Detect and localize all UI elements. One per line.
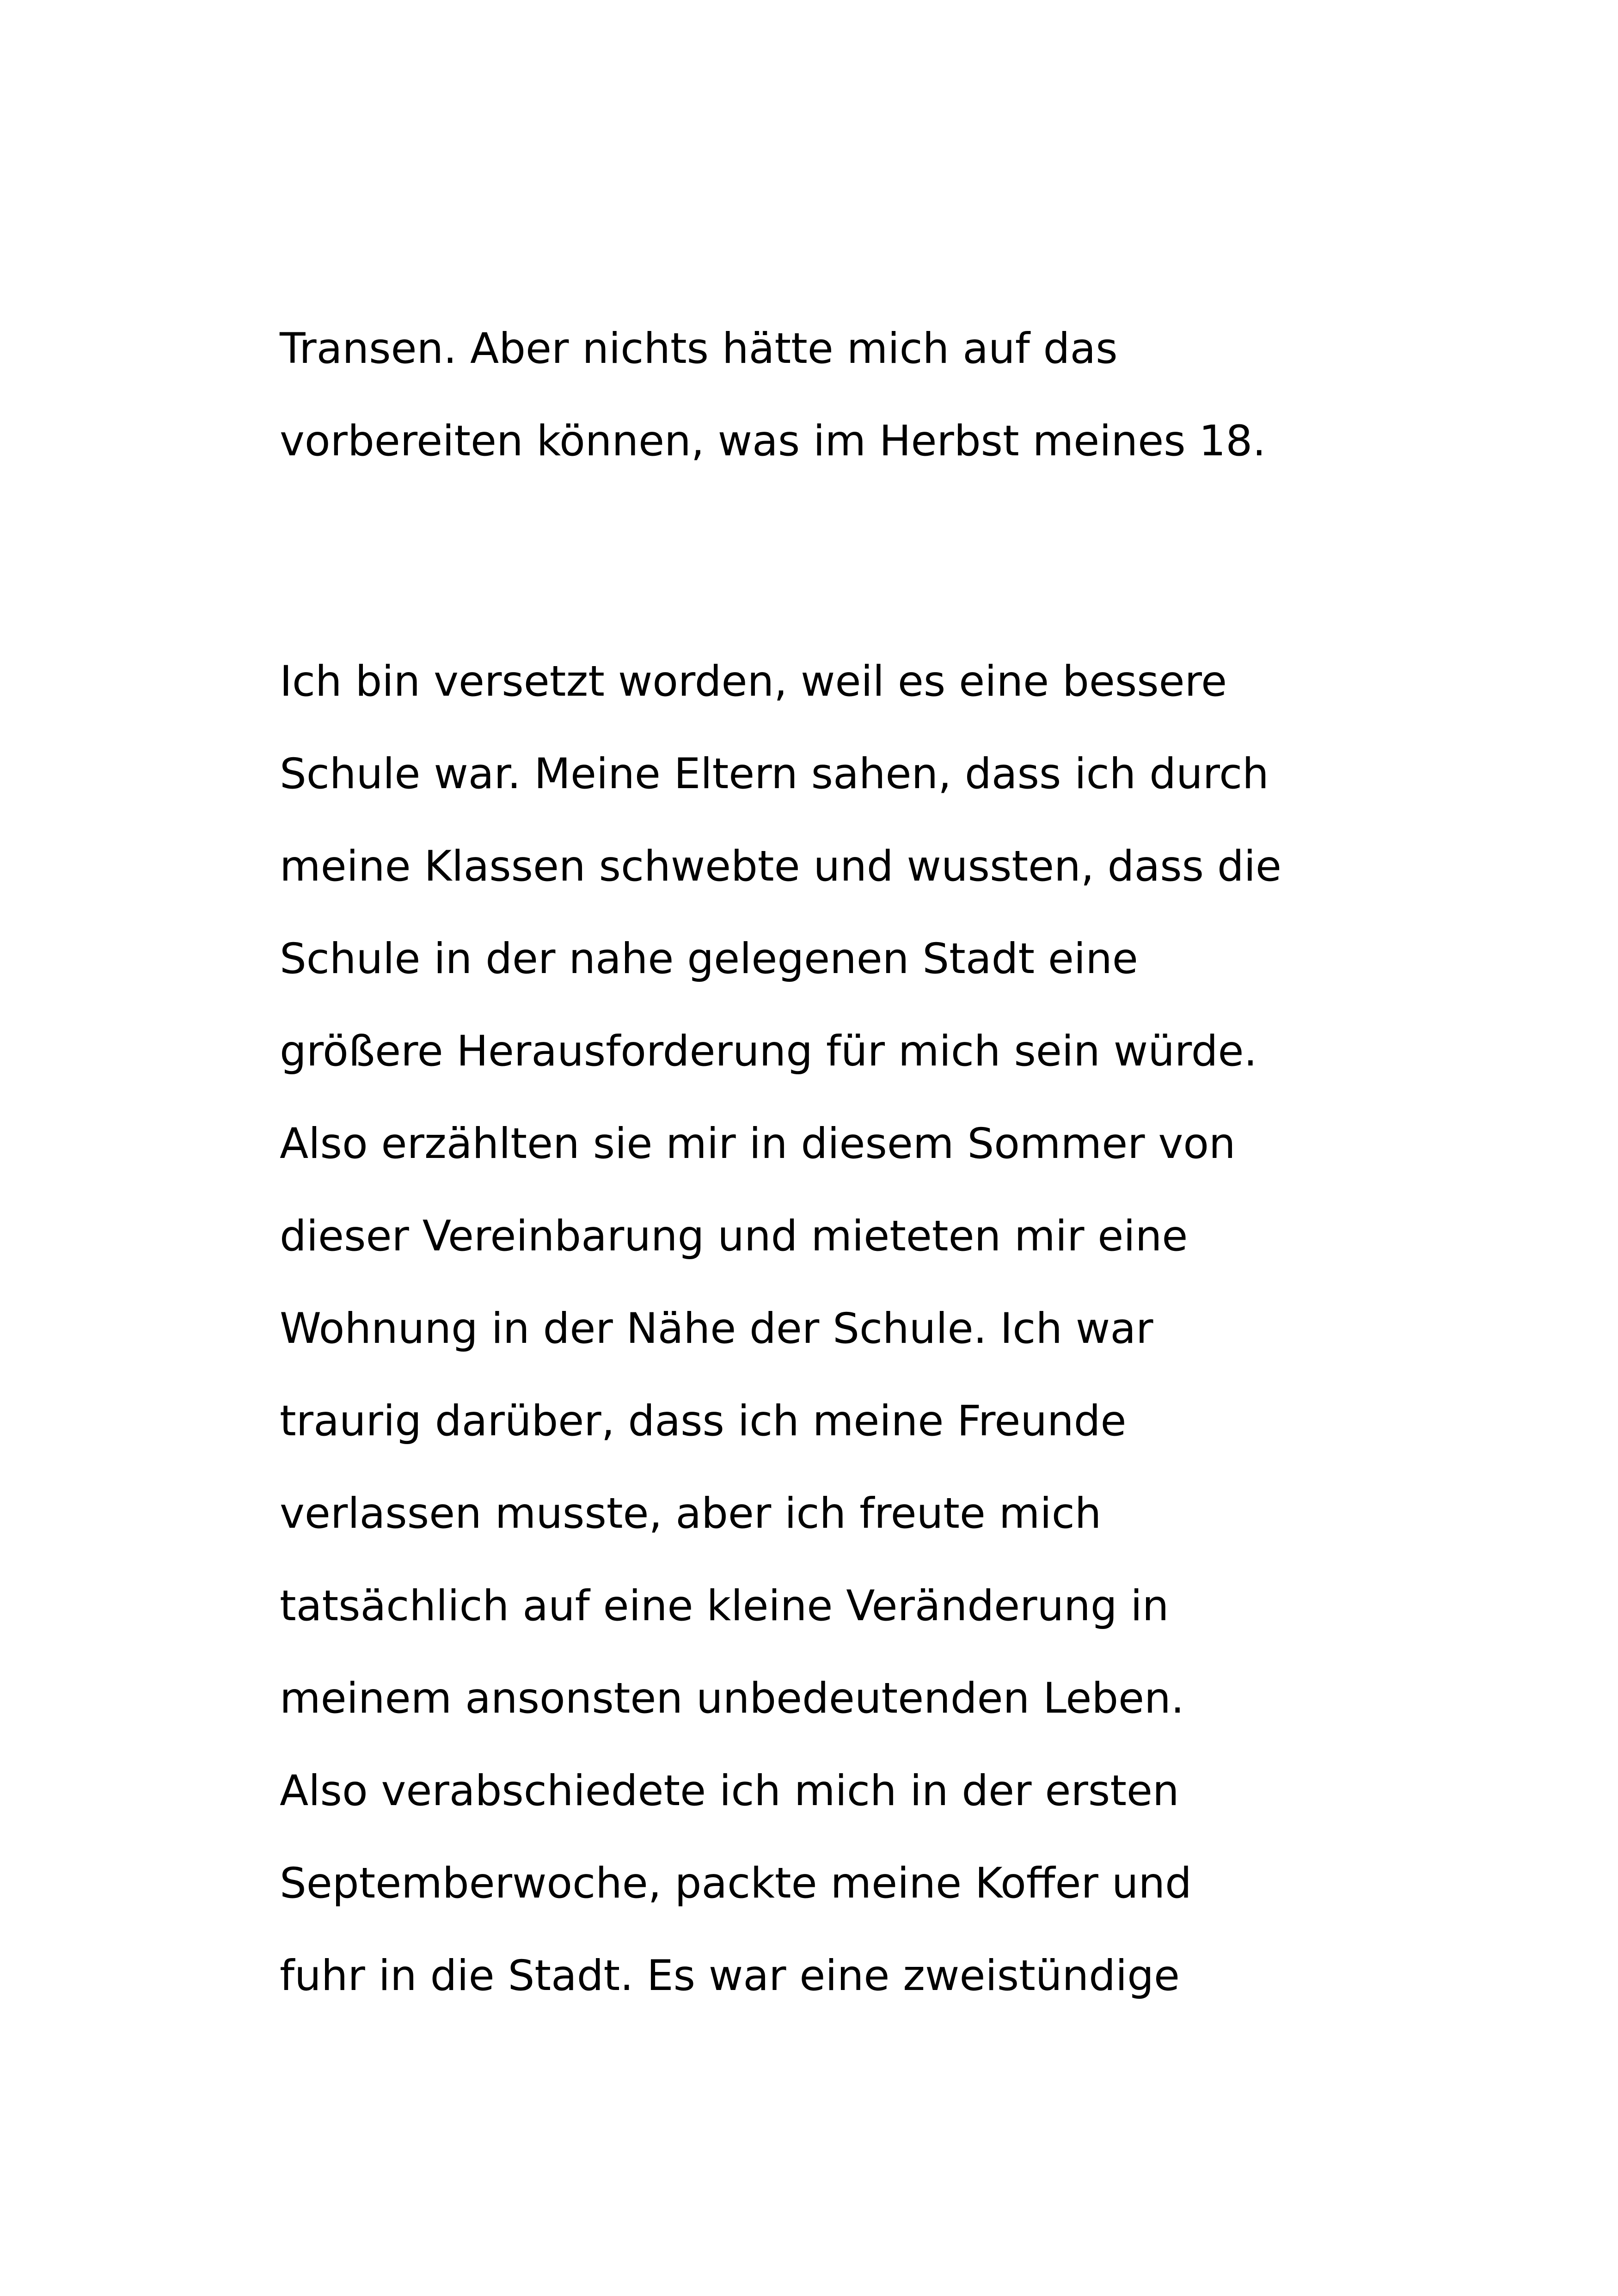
text-line: Schule in der nahe gelegenen Stadt eine xyxy=(280,935,1138,983)
text-line: tatsächlich auf eine kleine Veränderung in xyxy=(280,1582,1169,1630)
text-line: Wohnung in der Nähe der Schule. Ich war xyxy=(280,1304,1153,1353)
text-line: meinem ansonsten unbedeutenden Leben. xyxy=(280,1674,1184,1723)
text-line: meine Klassen schwebte und wussten, dass die xyxy=(280,842,1281,891)
text-line: Also erzählten sie mir in diesem Sommer von xyxy=(280,1120,1236,1168)
paragraph-2 xyxy=(280,636,1389,2022)
text-line: vorbereiten können, was im Herbst meines 18. xyxy=(280,417,1266,465)
text-line: Septemberwoche, packte meine Koffer und xyxy=(280,1859,1192,1908)
text-line: fuhr in die Stadt. Es war eine zweistündige xyxy=(280,1952,1180,2000)
text-line: Schule war. Meine Eltern sahen, dass ich durch xyxy=(280,750,1269,798)
text-line: Also verabschiedete ich mich in der ersten xyxy=(280,1767,1179,1815)
paragraph-1 xyxy=(280,303,1389,488)
text-line: Ich bin versetzt worden, weil es eine bessere xyxy=(280,657,1227,706)
text-line: verlassen musste, aber ich freute mich xyxy=(280,1489,1102,1538)
text-line: größere Herausforderung für mich sein würde. xyxy=(280,1027,1257,1076)
text-line: traurig darüber, dass ich meine Freunde xyxy=(280,1397,1127,1445)
text-line: dieser Vereinbarung und mieteten mir eine xyxy=(280,1212,1188,1261)
text-line: Transen. Aber nichts hätte mich auf das xyxy=(280,325,1118,373)
